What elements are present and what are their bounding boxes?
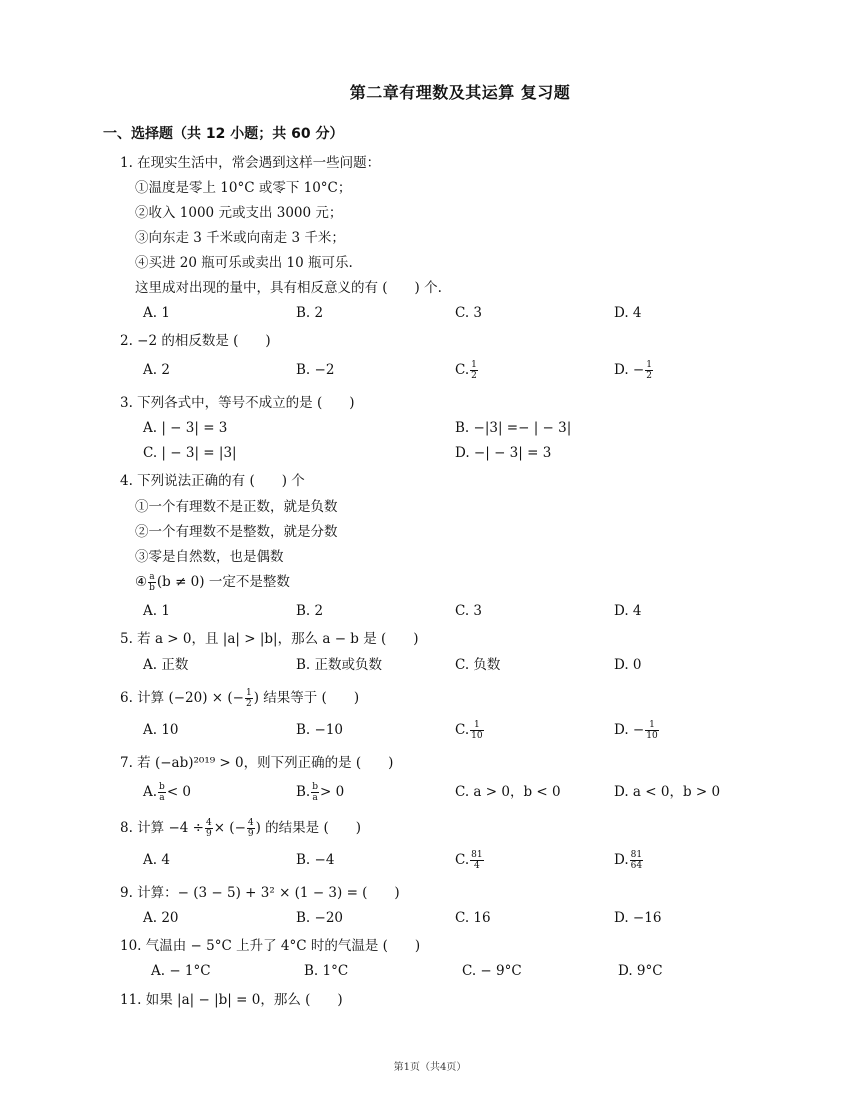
question-1-item: ①温度是零上 10°C 或零下 10°C；	[135, 180, 352, 196]
question-3-option-a: A. | − 3| = 3	[143, 420, 228, 436]
question-1-prompt: 这里成对出现的量中，具有相反意义的有 ( ) 个.	[135, 280, 442, 296]
question-3-option-d: D. −| − 3| = 3	[455, 445, 552, 461]
question-1-item: ②收入 1000 元或支出 3000 元；	[135, 205, 343, 221]
question-3-option-b: B. −|3| =− | − 3|	[455, 420, 572, 436]
question-8-option-c: C. $\frac{81}{4}$	[455, 850, 483, 871]
question-6-option-a: A. 10	[143, 722, 179, 738]
question-1-option-c: C. 3	[455, 305, 483, 321]
fraction: $\frac{1}{2}$	[471, 360, 477, 381]
question-6-option-c: C. $\frac{1}{10}$	[455, 720, 483, 741]
question-10-option-a: A. − 1°C	[151, 963, 211, 979]
question-5-option-b: B. 正数或负数	[296, 657, 383, 673]
section-heading: 一、选择题（共 12 小题；共 60 分）	[103, 126, 344, 142]
question-8-option-d: D. $\frac{81}{64}$	[614, 850, 643, 871]
fraction: $\frac{81}{4}$	[471, 850, 483, 871]
question-2-option-a: A. 2	[143, 362, 170, 378]
fraction: $\frac{4}{9}$	[247, 818, 254, 839]
question-2-option-c: C. $\frac{1}{2}$	[455, 360, 477, 381]
question-1-item: ④买进 20 瓶可乐或卖出 10 瓶可乐.	[135, 255, 353, 271]
question-10-option-b: B. 1°C	[304, 963, 349, 979]
question-9-option-c: C. 16	[455, 910, 491, 926]
question-8-option-b: B. −4	[296, 852, 335, 868]
question-4-option-b: B. 2	[296, 603, 324, 619]
question-4-item: ①一个有理数不是正数，就是负数	[135, 499, 338, 515]
question-9-option-a: A. 20	[143, 910, 179, 926]
question-10-stem: 10. 气温由 − 5°C 上升了 4°C 时的气温是 ( )	[120, 938, 421, 954]
question-5-option-c: C. 负数	[455, 657, 501, 673]
question-8-option-a: A. 4	[143, 852, 170, 868]
question-1-option-b: B. 2	[296, 305, 324, 321]
question-10-option-c: C. − 9°C	[462, 963, 522, 979]
question-4-stem: 4. 下列说法正确的有 ( ) 个	[120, 473, 305, 489]
question-7-option-d: D. a < 0，b > 0	[614, 784, 721, 800]
question-7-option-a: A. $\frac{b}{a}$ < 0	[143, 782, 192, 803]
question-2-option-b: B. −2	[296, 362, 335, 378]
page-footer: 第1页（共4页）	[393, 1062, 467, 1073]
question-4-option-a: A. 1	[143, 603, 170, 619]
fraction: $\frac{1}{10}$	[471, 720, 483, 741]
question-2-stem: 2. −2 的相反数是 ( )	[120, 333, 271, 349]
question-4-item: ③零是自然数，也是偶数	[135, 549, 284, 565]
question-1-stem: 1. 在现实生活中，常会遇到这样一些问题：	[120, 155, 381, 171]
question-9-option-b: B. −20	[296, 910, 343, 926]
question-8-stem: 8. 计算 −4 ÷ $\frac{4}{9}$ × (− $\frac{4}{9}$ ) 的结果是 ( )	[120, 818, 362, 839]
question-5-option-d: D. 0	[614, 657, 642, 673]
question-4-item: ④ $\frac{a}{b}$ (b ≠ 0) 一定不是整数	[135, 572, 290, 593]
fraction: $\frac{1}{2}$	[646, 360, 652, 381]
question-6-option-b: B. −10	[296, 722, 343, 738]
question-4-option-c: C. 3	[455, 603, 483, 619]
fraction: $\frac{b}{a}$	[312, 782, 318, 803]
question-7-stem: 7. 若 (−ab)²⁰¹⁹ > 0，则下列正确的是 ( )	[120, 755, 394, 771]
question-9-option-d: D. −16	[614, 910, 662, 926]
question-1-option-a: A. 1	[143, 305, 170, 321]
question-3-option-c: C. | − 3| = |3|	[143, 445, 237, 461]
fraction: $\frac{b}{a}$	[159, 782, 165, 803]
fraction: $\frac{1}{2}$	[245, 688, 252, 709]
question-7-option-b: B. $\frac{b}{a}$ > 0	[296, 782, 345, 803]
question-9-stem: 9. 计算：− (3 − 5) + 3² × (1 − 3) = ( )	[120, 885, 400, 901]
fraction: $\frac{1}{10}$	[646, 720, 658, 741]
question-5-stem: 5. 若 a > 0，且 |a| > |b|，那么 a − b 是 ( )	[120, 631, 419, 647]
question-4-option-d: D. 4	[614, 603, 642, 619]
question-11-stem: 11. 如果 |a| − |b| = 0，那么 ( )	[120, 992, 343, 1008]
question-2-option-d: D. − $\frac{1}{2}$	[614, 360, 652, 381]
question-1-item: ③向东走 3 千米或向南走 3 千米；	[135, 230, 345, 246]
question-1-option-d: D. 4	[614, 305, 642, 321]
question-6-option-d: D. − $\frac{1}{10}$	[614, 720, 658, 741]
question-7-option-c: C. a > 0，b < 0	[455, 784, 561, 800]
document-title: 第二章有理数及其运算 复习题	[349, 83, 571, 102]
question-10-option-d: D. 9°C	[618, 963, 663, 979]
fraction: $\frac{a}{b}$	[149, 572, 155, 593]
question-3-stem: 3. 下列各式中，等号不成立的是 ( )	[120, 395, 355, 411]
question-6-stem: 6. 计算 (−20) × (− $\frac{1}{2}$ ) 结果等于 ( )	[120, 688, 360, 709]
question-4-item: ②一个有理数不是整数，就是分数	[135, 524, 338, 540]
fraction: $\frac{81}{64}$	[630, 850, 643, 871]
fraction: $\frac{4}{9}$	[205, 818, 212, 839]
question-5-option-a: A. 正数	[143, 657, 189, 673]
